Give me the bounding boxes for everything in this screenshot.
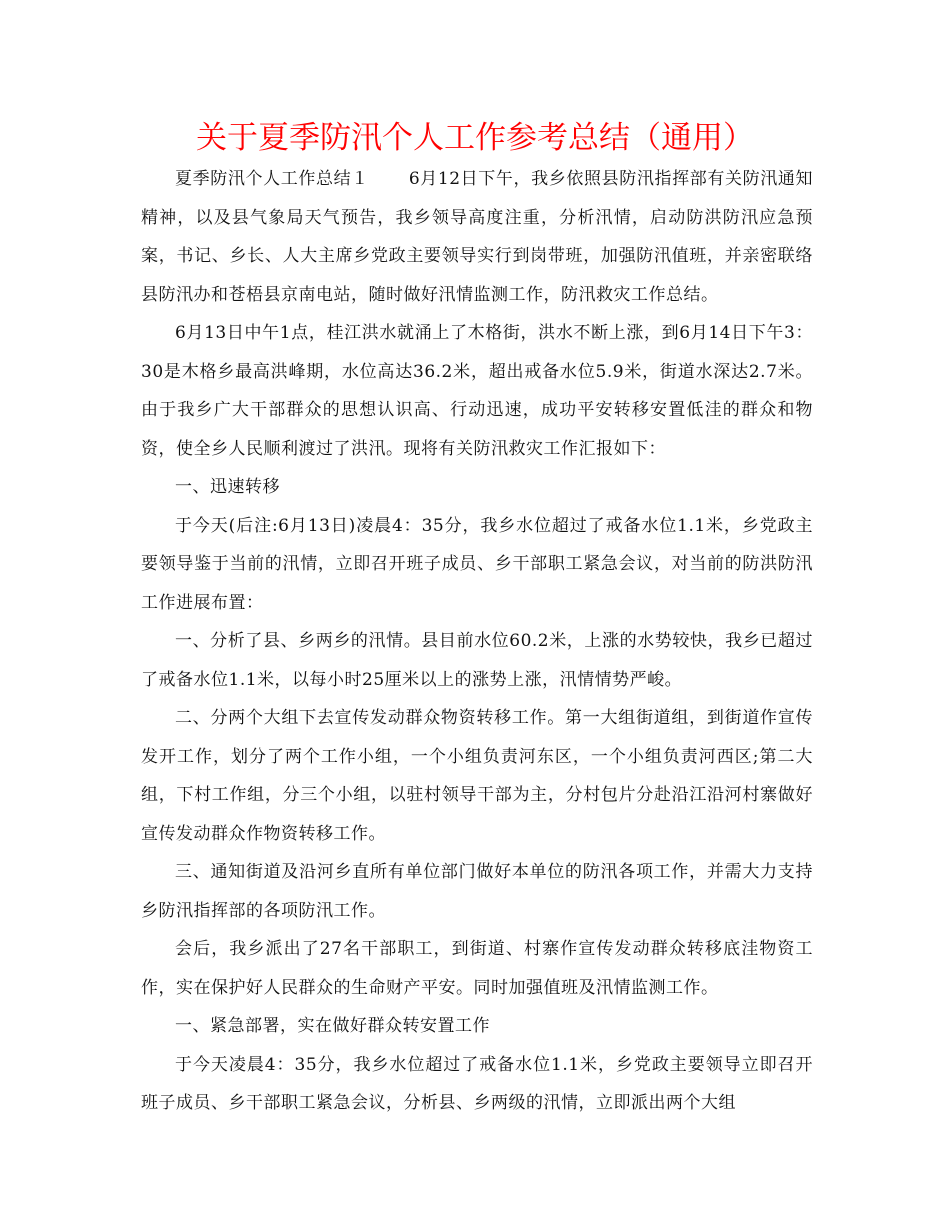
paragraph-4: 于今天(后注:6月13日)凌晨4：35分，我乡水位超过了戒备水位1.1米，乡党政主要领导鉴于当前的汛情，立即召开班子成员、乡干部职工紧急会议，对当前的防洪防汛工作进展布置： (141, 515, 813, 613)
paragraph-10: 于今天凌晨4：35分，我乡水位超过了戒备水位1.1米，乡党政主要领导立即召开班子成员、乡干部职工紧急会议，分析县、乡两级的汛情，立即派出两个大组 (141, 1054, 813, 1113)
paragraph-1 (141, 160, 813, 314)
paragraph-1-text: 6月12日下午，我乡依照县防汛指挥部有关防汛通知精神，以及县气象局天气预告，我乡领导高度注重，分析汛情，启动防洪防汛应急预案，书记、乡长、人大主席乡党政主要领导实行到岗带班，加强防汛值班，并亲密联络县防汛办和苍梧县京南电站，随时做好汛情监测工作，防汛救灾工作总结。 (141, 169, 814, 305)
heading-rapid-transfer: 一、迅速转移 (175, 477, 280, 497)
heading-emergency-deployment: 一、紧急部署，实在做好群众转安置工作 (175, 1016, 490, 1036)
document-body (141, 160, 813, 1123)
document-title: 关于夏季防汛个人工作参考总结（通用） (196, 120, 754, 156)
paragraph-1-lead: 夏季防汛个人工作总结１ (175, 169, 369, 189)
paragraph-6: 二、分两个大组下去宣传发动群众物资转移工作。第一大组街道组，到街道作宣传发开工作，划分了两个工作小组，一个小组负责河东区，一个小组负责河西区;第二大组，下村工作组，分三个小组，以驻村领导干部为主，分村包片分赴沿江沿河村寨做好宣传发动群众作物资转移工作。 (141, 708, 813, 844)
paragraph-2: 6月13日中午1点，桂江洪水就涌上了木格街，洪水不断上涨，到6月14日下午3：30是木格乡最高洪峰期，水位高达36.2米，超出戒备水位5.9米，街道水深达2.7米。由于我乡广大干部群众的思想认识高、行动迅速，成功平安转移安置低洼的群众和物资，使全乡人民顺利渡过了洪汛。现将有关防汛救灾工作汇报如下： (141, 323, 813, 459)
paragraph-7: 三、通知街道及沿河乡直所有单位部门做好本单位的防汛各项工作，并需大力支持乡防汛指挥部的各项防汛工作。 (141, 862, 813, 921)
paragraph-5: 一、分析了县、乡两乡的汛情。县目前水位60.2米，上涨的水势较快，我乡已超过了戒备水位1.1米，以每小时25厘米以上的涨势上涨，汛情情势严峻。 (141, 631, 813, 690)
paragraph-8: 会后，我乡派出了27名干部职工，到街道、村寨作宣传发动群众转移底洼物资工作，实在保护好人民群众的生命财产平安。同时加强值班及汛情监测工作。 (141, 939, 813, 998)
